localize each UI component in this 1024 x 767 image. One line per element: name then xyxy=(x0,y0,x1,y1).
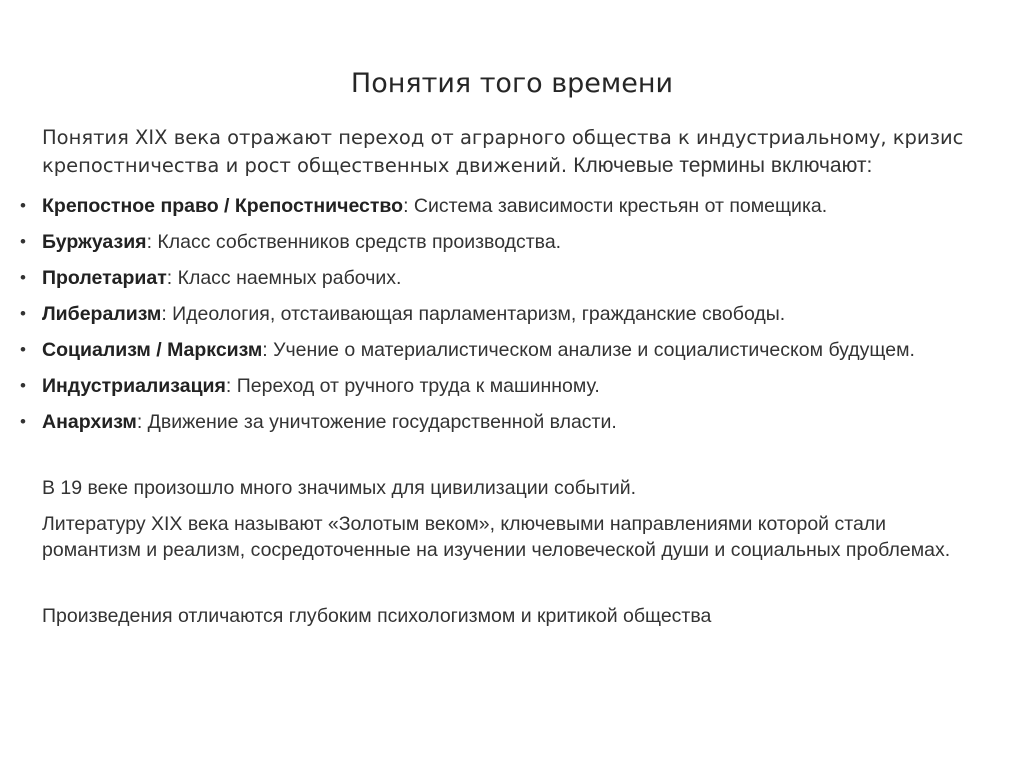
term-definition: : Движение за уничтожение государственной власти. xyxy=(136,411,617,433)
term-label: Либерализм xyxy=(42,303,162,325)
term-label: Социализм / Марксизм xyxy=(42,339,263,361)
term-definition: : Класс наемных рабочих. xyxy=(166,267,402,289)
list-item xyxy=(0,266,1000,290)
list-item xyxy=(0,338,1000,362)
term-label: Крепостное право / Крепостничество xyxy=(42,195,404,217)
list-item xyxy=(0,194,1000,218)
slide-title: Понятия того времени xyxy=(350,68,674,99)
term-label: Буржуазия xyxy=(42,231,147,253)
term-definition: : Переход от ручного труда к машинному. xyxy=(225,375,600,397)
list-item xyxy=(0,410,1000,434)
paragraph-works: Произведения отличаются глубоким психологизмом и критикой общества xyxy=(42,605,712,627)
bullet-icon: • xyxy=(20,196,26,215)
bullet-icon: • xyxy=(20,412,26,431)
intro-main-text: Понятия XIX века отражают переход от аграрного общества к индустриальному, кризис крепостничества и рост общественных движений. xyxy=(42,126,964,177)
term-definition: : Система зависимости крестьян от помещика. xyxy=(403,195,828,217)
bullet-icon: • xyxy=(20,268,26,287)
list-item xyxy=(0,374,1000,398)
bullet-icon: • xyxy=(20,340,26,359)
terms-list xyxy=(0,194,1000,446)
list-item xyxy=(0,302,1000,326)
list-item xyxy=(0,230,1000,254)
term-label: Анархизм xyxy=(42,411,137,433)
term-label: Индустриализация xyxy=(42,375,226,397)
intro-paragraph xyxy=(42,124,972,180)
bullet-icon: • xyxy=(20,304,26,323)
bullet-icon: • xyxy=(20,376,26,395)
term-definition: : Идеология, отстаивающая парламентаризм, гражданские свободы. xyxy=(161,303,786,325)
paragraph-events: В 19 веке произошло много значимых для цивилизации событий. xyxy=(42,477,637,499)
term-definition: : Учение о материалистическом анализе и социалистическом будущем. xyxy=(262,339,915,361)
intro-tail-text: Ключевые термины включают: xyxy=(573,154,873,177)
term-label: Пролетариат xyxy=(42,267,167,289)
bullet-icon: • xyxy=(20,232,26,251)
term-definition: : Класс собственников средств производства. xyxy=(146,231,562,253)
paragraph-literature: Литературу XIX века называют «Золотым веком», ключевыми направлениями которой стали романтизм и реализм, сосредоточенные на изучении человеческой души и социальных проблемах. xyxy=(42,513,951,561)
